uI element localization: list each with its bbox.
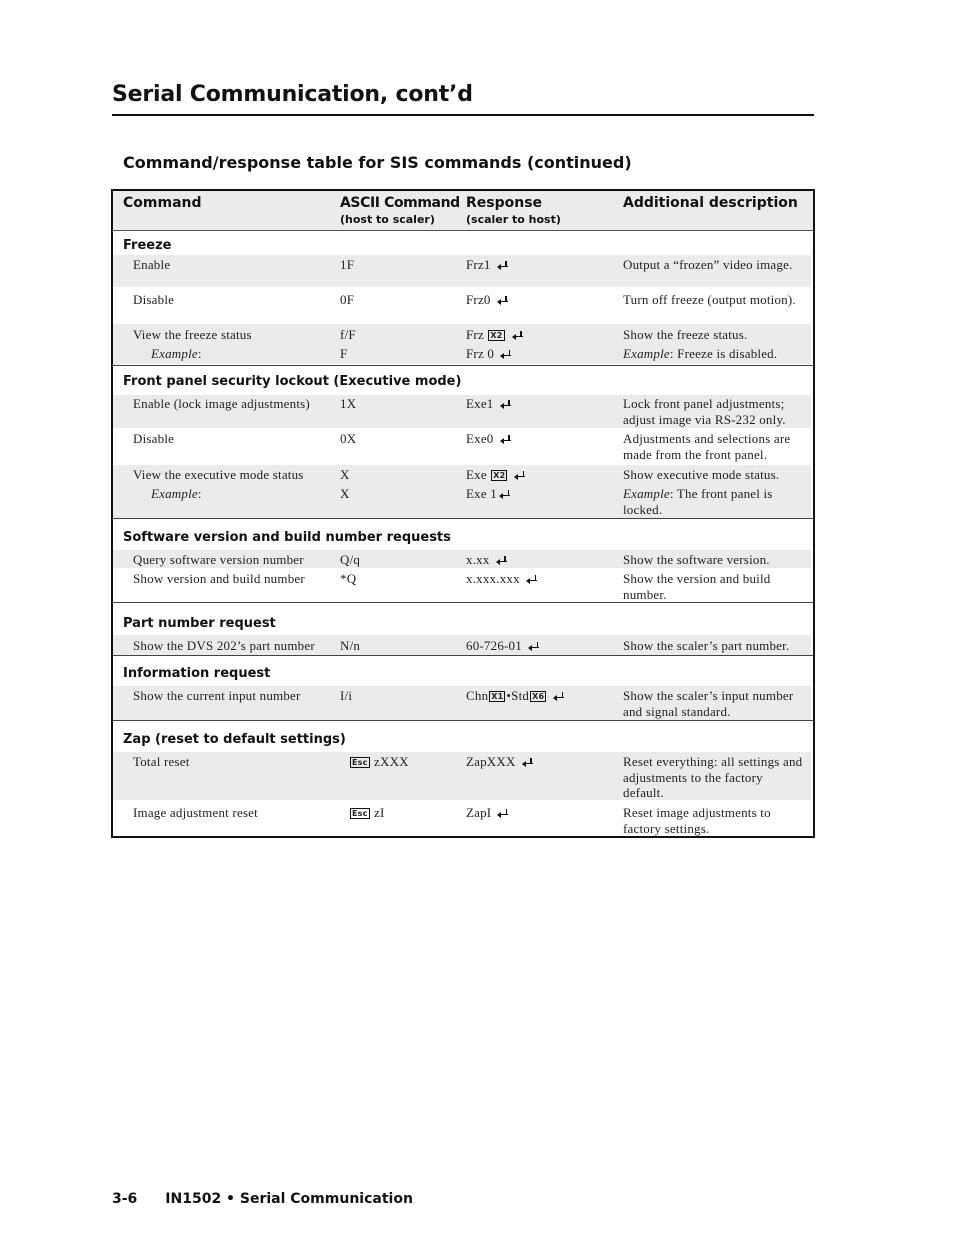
section-divider bbox=[113, 720, 813, 721]
command-cell: Show the DVS 202’s part number bbox=[133, 638, 315, 653]
example-colon: : bbox=[197, 486, 202, 501]
response-text: Exe bbox=[466, 467, 487, 482]
column-header-command: Command bbox=[123, 195, 202, 211]
description-cell: Show the version and build number. bbox=[623, 571, 771, 602]
command-cell: Total reset bbox=[133, 754, 190, 769]
ascii-text: zI bbox=[374, 805, 385, 820]
return-icon bbox=[500, 400, 511, 409]
ascii-cell bbox=[349, 754, 409, 770]
return-icon bbox=[553, 692, 564, 701]
footer-doc-title: IN1502 • Serial Communication bbox=[165, 1191, 413, 1207]
response-text: Chn bbox=[466, 688, 489, 703]
column-header-description: Additional description bbox=[623, 195, 798, 211]
description-text: : The front panel is locked. bbox=[623, 486, 773, 517]
table-header bbox=[113, 191, 813, 231]
description-cell: Show executive mode status. bbox=[623, 467, 780, 482]
response-cell bbox=[466, 257, 508, 273]
ascii-cell bbox=[349, 805, 385, 821]
section-divider bbox=[113, 365, 813, 366]
description-cell: Show the scaler’s part number. bbox=[623, 638, 790, 653]
command-cell: Disable bbox=[133, 292, 175, 307]
description-cell: Lock front panel adjustments; adjust image via RS-232 only. bbox=[623, 396, 786, 427]
example-label bbox=[151, 346, 202, 362]
response-cell bbox=[466, 327, 523, 343]
description-cell: Adjustments and selections are made from the front panel. bbox=[623, 431, 791, 462]
response-text: •Std bbox=[506, 688, 530, 703]
response-text: x.xxx.xxx bbox=[466, 571, 520, 586]
return-icon bbox=[522, 758, 533, 767]
response-text: Exe1 bbox=[466, 396, 494, 411]
column-subheader-response: (scaler to host) bbox=[466, 213, 561, 226]
command-cell: Image adjustment reset bbox=[133, 805, 258, 820]
table-heading: Command/response table for SIS commands (continued) bbox=[123, 153, 632, 172]
command-cell: Show version and build number bbox=[133, 571, 305, 586]
return-icon bbox=[497, 261, 508, 270]
section-divider bbox=[113, 518, 813, 519]
section-title-information: Information request bbox=[123, 666, 271, 681]
section-title-freeze: Freeze bbox=[123, 238, 172, 253]
return-icon bbox=[500, 435, 511, 444]
response-cell bbox=[466, 688, 564, 704]
return-icon bbox=[528, 642, 539, 651]
response-cell bbox=[466, 552, 507, 568]
description-cell: Output a “frozen” video image. bbox=[623, 257, 793, 272]
response-cell bbox=[466, 638, 539, 654]
title-rule bbox=[112, 114, 814, 116]
command-cell: Show the current input number bbox=[133, 688, 301, 703]
variable-box: X2 bbox=[493, 471, 506, 480]
return-icon bbox=[497, 809, 508, 818]
variable-box: X1 bbox=[491, 692, 504, 701]
return-icon bbox=[497, 296, 508, 305]
ascii-cell: I/i bbox=[340, 688, 353, 703]
return-icon bbox=[512, 331, 523, 340]
description-cell: Reset everything: all settings and adjustments to the factory default. bbox=[623, 754, 803, 800]
ascii-cell: 0F bbox=[340, 292, 355, 307]
page-footer bbox=[112, 1191, 413, 1207]
command-cell: View the freeze status bbox=[133, 327, 252, 342]
variable-box: X6 bbox=[532, 692, 545, 701]
description-cell: Show the software version. bbox=[623, 552, 770, 567]
command-cell: Enable bbox=[133, 257, 171, 272]
ascii-text: zXXX bbox=[374, 754, 409, 769]
response-text: Exe 1 bbox=[466, 486, 497, 501]
response-text: ZapI bbox=[466, 805, 492, 820]
command-cell: Enable (lock image adjustments) bbox=[133, 396, 310, 411]
command-cell: Disable bbox=[133, 431, 175, 446]
section-divider bbox=[113, 655, 813, 656]
description-cell: Turn off freeze (output motion). bbox=[623, 292, 796, 307]
ascii-cell: f/F bbox=[340, 327, 356, 342]
section-title-zap: Zap (reset to default settings) bbox=[123, 732, 346, 747]
response-cell bbox=[466, 292, 508, 308]
description-cell bbox=[623, 486, 807, 517]
description-text: : Freeze is disabled. bbox=[669, 346, 778, 361]
column-header-response: Response bbox=[466, 195, 543, 211]
response-text: 60-726-01 bbox=[466, 638, 522, 653]
response-cell bbox=[466, 431, 511, 447]
response-text: x.xx bbox=[466, 552, 490, 567]
return-icon bbox=[496, 556, 507, 565]
ascii-cell: 1F bbox=[340, 257, 355, 272]
description-cell bbox=[623, 346, 807, 362]
return-icon bbox=[500, 350, 511, 359]
ascii-cell: X bbox=[340, 486, 350, 501]
return-icon bbox=[526, 575, 537, 584]
example-text: Example bbox=[623, 346, 670, 361]
response-cell bbox=[466, 754, 533, 770]
return-icon bbox=[499, 490, 510, 499]
example-text: Example bbox=[151, 486, 198, 501]
esc-key-icon: Esc bbox=[352, 758, 368, 767]
section-divider bbox=[113, 602, 813, 603]
example-label bbox=[151, 486, 202, 502]
ascii-cell: 1X bbox=[340, 396, 357, 411]
description-cell: Reset image adjustments to factory settings. bbox=[623, 805, 771, 836]
ascii-cell: Q/q bbox=[340, 552, 361, 567]
sis-command-table bbox=[111, 189, 815, 838]
column-subheader-ascii: (host to scaler) bbox=[340, 213, 435, 226]
response-text: Frz1 bbox=[466, 257, 491, 272]
ascii-cell: N/n bbox=[340, 638, 361, 653]
page-number: 3-6 bbox=[112, 1191, 138, 1207]
response-cell bbox=[466, 396, 511, 412]
ascii-cell: X bbox=[340, 467, 350, 482]
description-cell: Show the scaler’s input number and signal standard. bbox=[623, 688, 794, 719]
ascii-cell: F bbox=[340, 346, 348, 361]
response-text: Frz0 bbox=[466, 292, 491, 307]
command-cell: View the executive mode status bbox=[133, 467, 304, 482]
response-cell bbox=[466, 571, 537, 587]
ascii-cell: 0X bbox=[340, 431, 357, 446]
ascii-cell: *Q bbox=[340, 571, 357, 586]
response-cell bbox=[466, 467, 525, 483]
description-cell: Show the freeze status. bbox=[623, 327, 748, 342]
section-title-part-number: Part number request bbox=[123, 616, 276, 631]
section-title-front-panel: Front panel security lockout (Executive mode) bbox=[123, 374, 462, 389]
variable-box: X2 bbox=[490, 331, 503, 340]
section-title-software: Software version and build number requests bbox=[123, 530, 451, 545]
response-text: Exe0 bbox=[466, 431, 494, 446]
esc-key-icon: Esc bbox=[352, 809, 368, 818]
return-icon bbox=[514, 471, 525, 480]
example-text: Example bbox=[151, 346, 198, 361]
example-text: Example bbox=[623, 486, 670, 501]
example-colon: : bbox=[197, 346, 202, 361]
page-title: Serial Communication, cont’d bbox=[112, 82, 473, 107]
response-text: Frz bbox=[466, 327, 484, 342]
response-cell bbox=[466, 805, 508, 821]
response-cell bbox=[466, 346, 511, 362]
response-cell bbox=[466, 486, 510, 502]
response-text: Frz 0 bbox=[466, 346, 495, 361]
command-cell: Query software version number bbox=[133, 552, 304, 567]
response-text: ZapXXX bbox=[466, 754, 516, 769]
column-header-ascii: ASCII Command bbox=[340, 195, 460, 211]
